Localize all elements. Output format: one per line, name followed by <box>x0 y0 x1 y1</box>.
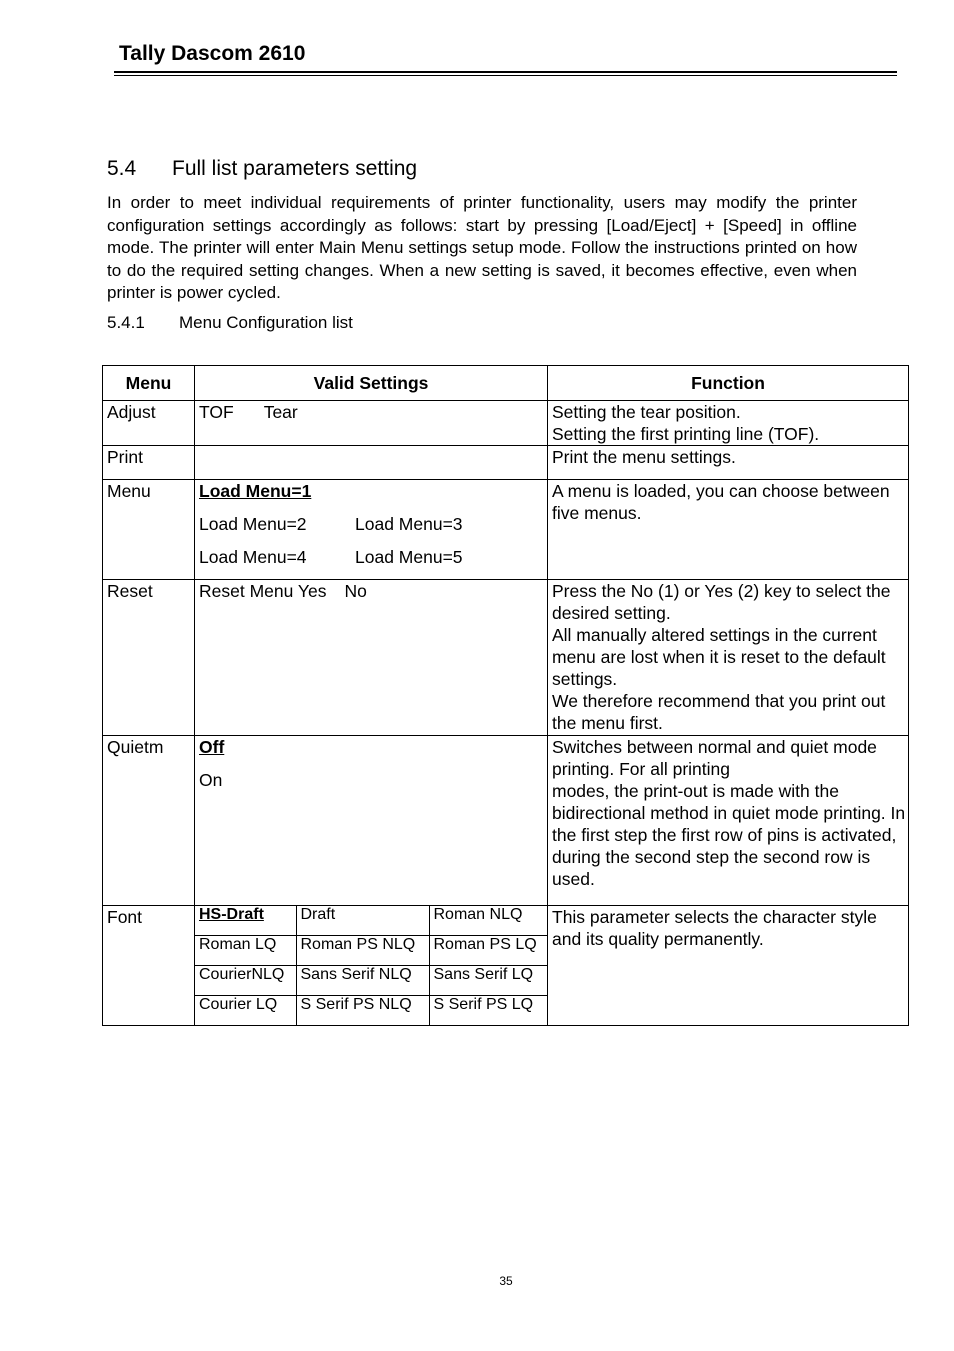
font-option: Roman PS LQ <box>429 936 547 966</box>
function-reset-line1: Press the No (1) or Yes (2) key to select the desired setting. <box>552 581 891 623</box>
header-menu: Menu <box>103 366 195 401</box>
table-row-reset <box>103 580 909 736</box>
menu-quietm: Quietm <box>103 736 195 906</box>
settings-font <box>195 906 548 1026</box>
option-load-menu-2: Load Menu=2 <box>199 514 307 534</box>
function-quietm <box>548 736 909 906</box>
settings-print <box>195 446 548 480</box>
function-quietm-line2: modes, the print-out is made with the bidirectional method in quiet mode printing. In the first step the first row of pins is activated, during the second step the second row is used. <box>552 781 906 889</box>
function-menu: A menu is loaded, you can choose between five menus. <box>548 480 909 580</box>
font-row <box>195 966 547 996</box>
document-header-title: Tally Dascom 2610 <box>119 42 306 65</box>
font-options-grid <box>195 906 547 1025</box>
settings-reset <box>195 580 548 736</box>
function-reset-line2: All manually altered settings in the current menu are lost when it is reset to the default settings. <box>552 625 886 689</box>
menu-reset: Reset <box>103 580 195 736</box>
header-rule-thin <box>114 75 897 76</box>
function-reset <box>548 580 909 736</box>
menu-configuration-table <box>102 365 909 1026</box>
function-font: This parameter selects the character style and its quality permanently. <box>548 906 909 1026</box>
font-option: CourierNLQ <box>195 966 296 996</box>
subsection-heading <box>107 313 353 333</box>
font-option: Courier LQ <box>195 996 296 1026</box>
option-no: No <box>344 581 367 601</box>
table-header-row <box>103 366 909 401</box>
function-adjust-line2: Setting the first printing line (TOF). <box>552 424 820 444</box>
font-option: Roman PS NLQ <box>296 936 429 966</box>
settings-quietm <box>195 736 548 906</box>
option-reset-menu-yes: Reset Menu Yes <box>199 581 327 601</box>
table-row-quietm <box>103 736 909 906</box>
function-print: Print the menu settings. <box>548 446 909 480</box>
page-number: 35 <box>499 1274 513 1288</box>
font-option: S Serif PS LQ <box>433 996 534 1013</box>
font-option: Roman NLQ <box>429 906 547 936</box>
header-valid-settings: Valid Settings <box>195 366 548 401</box>
section-heading <box>107 157 417 181</box>
header-rule <box>114 71 897 73</box>
function-reset-line3: We therefore recommend that you print out the menu first. <box>552 691 886 733</box>
option-tof: TOF <box>199 402 234 422</box>
font-row <box>195 936 547 966</box>
font-row <box>195 906 547 936</box>
function-adjust-line1: Setting the tear position. <box>552 402 741 422</box>
table-row-adjust <box>103 401 909 446</box>
settings-menu <box>195 480 548 580</box>
font-option: S Serif PS NLQ <box>296 996 429 1026</box>
subsection-title: Menu Configuration list <box>179 313 353 332</box>
table-row-menu <box>103 480 909 580</box>
font-option: Draft <box>296 906 429 936</box>
table-row-print <box>103 446 909 480</box>
option-tear: Tear <box>263 402 298 422</box>
settings-adjust <box>195 401 548 446</box>
subsection-number: 5.4.1 <box>107 313 145 332</box>
font-option: Sans Serif NLQ <box>296 966 429 996</box>
option-load-menu-4: Load Menu=4 <box>199 547 307 567</box>
menu-menu: Menu <box>103 480 195 580</box>
font-option: Sans Serif LQ <box>429 966 547 996</box>
menu-font: Font <box>103 906 195 1026</box>
table-row-font <box>103 906 909 1026</box>
font-row <box>195 996 547 1026</box>
option-load-menu-3: Load Menu=3 <box>355 514 463 534</box>
header-function: Function <box>548 366 909 401</box>
option-load-menu-5: Load Menu=5 <box>355 547 463 567</box>
section-number: 5.4 <box>107 157 137 180</box>
function-quietm-line1: Switches between normal and quiet mode printing. For all printing <box>552 737 877 779</box>
font-option: Roman LQ <box>195 936 296 966</box>
option-on: On <box>199 770 223 790</box>
menu-adjust: Adjust <box>103 401 195 446</box>
section-title: Full list parameters setting <box>172 157 418 180</box>
section-paragraph: In order to meet individual requirements of printer functionality, users may modify the printer configuration settings accordingly as follows: start by pressing [Load/Eject] + [Speed] in offline mode. The printer will enter Main Menu settings setup mode. Follow the instructions printed on how to do the required setting changes. When a new setting is saved, it becomes effective, even when printer is power cycled. <box>107 193 857 302</box>
option-load-menu-1: Load Menu=1 <box>199 481 312 501</box>
function-adjust <box>548 401 909 446</box>
font-option: HS-Draft <box>195 906 296 936</box>
menu-print: Print <box>103 446 195 480</box>
option-off: Off <box>199 737 225 757</box>
